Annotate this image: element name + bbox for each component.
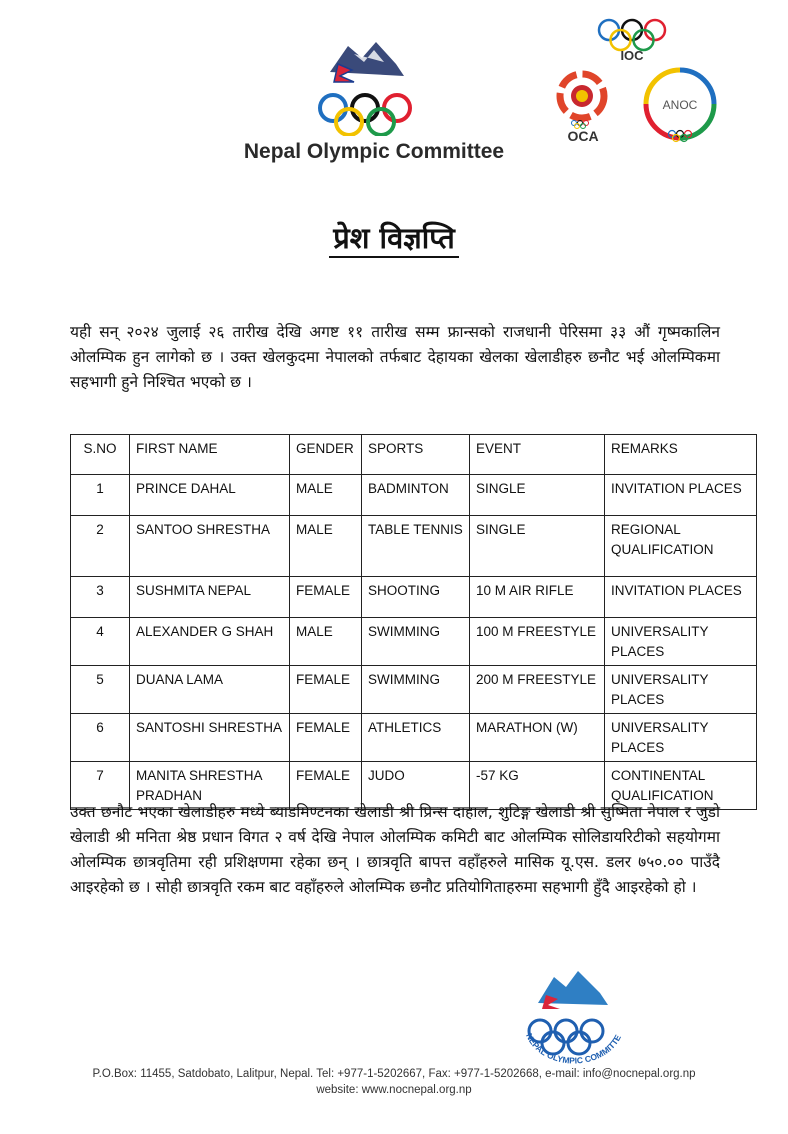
table-row [71,577,757,618]
scholarship-paragraph: उक्त छनौट भएका खेलाडीहरु मध्ये ब्याडमिण्टनका खेलाडी श्री प्रिन्स दाहाल, शुटिङ्ग खेलाडी श्री सुष्मिता नेपाल र जुडो खेलाडी श्री मनिता श्रेष्ठ प्रधान विगत २ वर्ष देखि नेपाल ओलम्पिक कमिटी बाट ओलम्पिक सोलिडायरिटीको सहयोगमा ओलम्पिक छात्रवृतिमा रही प्रशिक्षणमा रहेका छन् । छात्रवृति बापत्त वहाँहरुले मासिक यू.एस. डलर ७५०.०० पाउँदै आइरहेको छ । सोही छात्रवृति रकम बाट वहाँहरुले ओलम्पिक छनौट प्रतियोगिताहरुमा सहभागी हुँदै आइरहेको हो । [70,803,720,896]
footer-website: website: www.nocnepal.org.np [316,1084,472,1096]
cell-sports: BADMINTON [362,475,470,516]
header-first-name: FIRST NAME [130,435,290,475]
header-event: EVENT [470,435,605,475]
header-remarks: REMARKS [605,435,757,475]
cell-sno: 5 [71,666,130,714]
cell-sno: 7 [71,762,130,810]
cell-event: 100 M FREESTYLE [470,618,605,666]
cell-gender: MALE [290,475,362,516]
cell-event: -57 KG [470,762,605,810]
cell-sports: JUDO [362,762,470,810]
noc-logo [300,36,430,136]
cell-sports: TABLE TENNIS [362,516,470,577]
header-gender: GENDER [290,435,362,475]
cell-sno: 6 [71,714,130,762]
press-release-title: प्रेश विज्ञप्ति [0,218,788,257]
cell-sports: SWIMMING [362,618,470,666]
cell-gender: MALE [290,516,362,577]
svg-text:NEPAL OLYMPIC COMMITTEE: NEPAL OLYMPIC COMMITTE [524,1031,623,1066]
table-row [71,666,757,714]
cell-sno: 1 [71,475,130,516]
cell-name: SANTOSHI SHRESTHA [130,714,290,762]
table-header-row [71,435,757,475]
footer-noc-logo [520,965,630,1070]
cell-sno: 2 [71,516,130,577]
cell-remarks: UNIVERSALITY PLACES [605,714,757,762]
cell-remarks: REGIONAL QUALIFICATION [605,516,757,577]
intro-paragraph: यही सन् २०२४ जुलाई २६ तारीख देखि अगष्ट ११ तारीख सम्म फ्रान्सको राजधानी पेरिसमा ३३ औं गृष्मकालिन ओलम्पिक हुन लागेको छ । उक्त खेलकुदमा नेपालको तर्फबाट देहायका खेलका खेलाडीहरु छनौट भई ओलम्पिकमा सहभागी हुने निश्चित भएको छ । [70,323,720,391]
cell-sports: ATHLETICS [362,714,470,762]
cell-gender: FEMALE [290,762,362,810]
cell-event: SINGLE [470,516,605,577]
cell-sports: SWIMMING [362,666,470,714]
cell-gender: FEMALE [290,577,362,618]
oca-label: OCA [567,128,599,144]
cell-remarks: INVITATION PLACES [605,577,757,618]
cell-sno: 3 [71,577,130,618]
anoc-logo [638,66,722,146]
table-row [71,714,757,762]
cell-name: MANITA SHRESTHA PRADHAN [130,762,290,810]
cell-name: DUANA LAMA [130,666,290,714]
cell-name: SUSHMITA NEPAL [130,577,290,618]
athlete-table [70,434,757,810]
cell-gender: MALE [290,618,362,666]
table-row [71,475,757,516]
svg-text:ANOC: ANOC [662,98,698,112]
cell-remarks: UNIVERSALITY PLACES [605,666,757,714]
header-sports: SPORTS [362,435,470,475]
footer-address: P.O.Box: 11455, Satdobato, Lalitpur, Nepal. Tel: +977-1-5202667, Fax: +977-1-5202668, e-mail: info@nocnepal.org.np [92,1068,696,1080]
cell-gender: FEMALE [290,714,362,762]
cell-name: PRINCE DAHAL [130,475,290,516]
cell-remarks: CONTINENTAL QUALIFICATION [605,762,757,810]
table-row [71,618,757,666]
cell-gender: FEMALE [290,666,362,714]
cell-sports: SHOOTING [362,577,470,618]
header-sno: S.NO [71,435,130,475]
cell-sno: 4 [71,618,130,666]
organization-name: Nepal Olympic Committee [243,140,505,163]
ioc-label: IOC [620,48,644,63]
cell-name: ALEXANDER G SHAH [130,618,290,666]
cell-event: 10 M AIR RIFLE [470,577,605,618]
oca-logo [552,68,612,130]
cell-event: MARATHON (W) [470,714,605,762]
cell-event: SINGLE [470,475,605,516]
cell-event: 200 M FREESTYLE [470,666,605,714]
table-row [71,516,757,577]
cell-remarks: INVITATION PLACES [605,475,757,516]
cell-remarks: UNIVERSALITY PLACES [605,618,757,666]
cell-name: SANTOO SHRESTHA [130,516,290,577]
